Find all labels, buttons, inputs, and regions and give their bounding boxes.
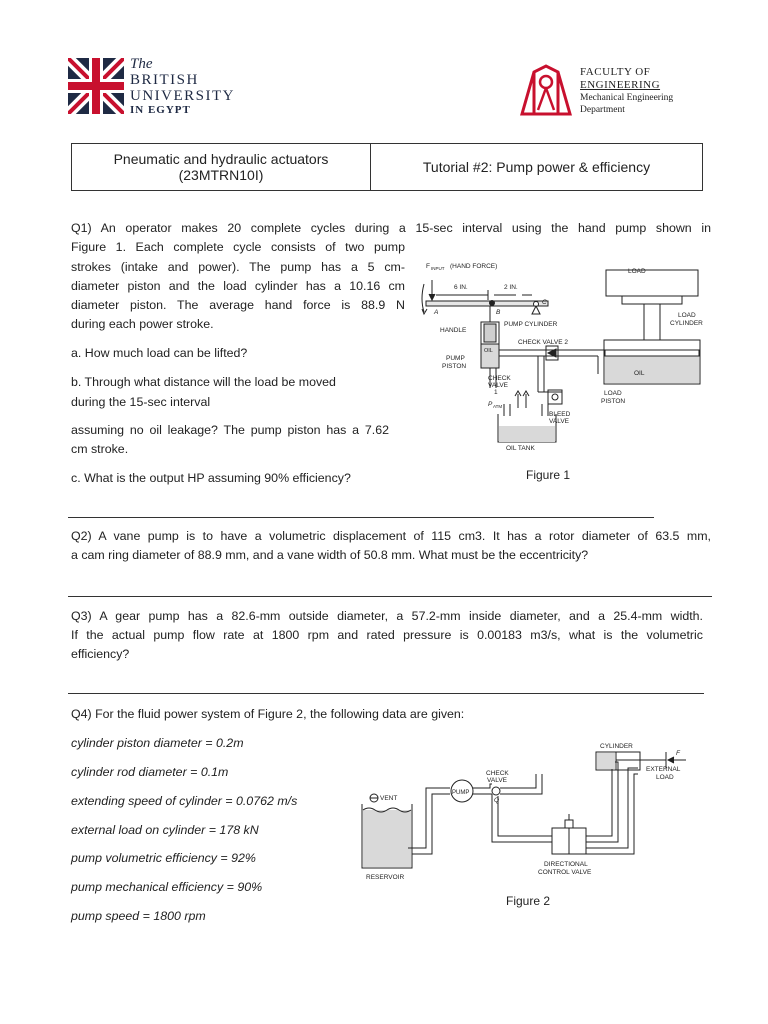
fig2-check: CHECK	[486, 770, 509, 777]
fig1-oil-tank: OIL TANK	[506, 445, 535, 452]
q2-line1: Q2) A vane pump is to have a volumetric displacement of 115 cm3. It has a rotor diameter of 63.5 mm,	[71, 529, 711, 543]
university-the: The	[130, 56, 153, 72]
course-cell	[72, 144, 371, 191]
fig2-q: Q	[494, 797, 500, 804]
fig2-f: F	[676, 750, 680, 757]
q4-item: pump volumetric efficiency = 92%	[71, 851, 256, 865]
fig1-2in: 2 IN.	[504, 284, 518, 291]
q1-line2: Figure 1. Each complete cycle consists of two pump	[71, 240, 405, 254]
faculty-line4: Department	[580, 105, 625, 115]
faculty-line2: ENGINEERING	[580, 79, 661, 91]
q4-item: extending speed of cylinder = 0.0762 m/s	[71, 794, 298, 808]
fig1-pump-cylinder: PUMP CYLINDER	[504, 321, 558, 328]
fig1-handle: HANDLE	[440, 327, 467, 334]
q1-part-b-line3: assuming no oil leakage? The pump piston has a 7.62	[71, 423, 389, 437]
q2-line2: a cam ring diameter of 88.9 mm, and a vane width of 50.8 mm. What must be the eccentricity?	[71, 548, 589, 562]
figure-1-caption: Figure 1	[526, 468, 571, 482]
q4-item: cylinder piston diameter = 0.2m	[71, 736, 244, 750]
fig1-valve: VALVE	[488, 382, 508, 389]
q1-line6: during each power stroke.	[71, 317, 214, 331]
q4-item: external load on cylinder = 178 kN	[71, 823, 259, 837]
fig1-6in: 6 IN.	[454, 284, 468, 291]
fig2-vent: VENT	[380, 795, 398, 802]
q1-part-b-line2: during the 15-sec interval	[71, 395, 211, 409]
title-table	[71, 143, 703, 191]
divider-1	[68, 517, 654, 518]
q4-item: pump mechanical efficiency = 90%	[71, 880, 263, 894]
faculty-name	[580, 66, 673, 116]
q1-line5: diameter piston. The average hand force is 88.9 N	[71, 298, 405, 312]
fig1-one: 1	[494, 389, 498, 396]
course-code: (23MTRN10I)	[178, 167, 264, 183]
fig1-finput: F	[426, 263, 430, 270]
fig1-hand-force: (HAND FORCE)	[450, 263, 498, 270]
tutorial-title: Tutorial #2: Pump power & efficiency	[371, 144, 703, 191]
check-valve	[492, 787, 500, 795]
fig1-bleed: BLEED	[549, 411, 571, 418]
university-logo	[68, 58, 124, 114]
q3-line3: efficiency?	[71, 647, 130, 661]
fig2-external: EXTERNAL	[646, 766, 681, 773]
fig1-label-a: A	[434, 309, 439, 316]
fig2-control-valve: CONTROL VALVE	[538, 869, 592, 876]
university-in-egypt: IN EGYPT	[130, 104, 191, 116]
fig2-cylinder: CYLINDER	[600, 743, 633, 750]
university-british: BRITISH	[130, 72, 199, 88]
q1-part-a: a. How much load can be lifted?	[71, 346, 248, 360]
fig1-finput-sub: INPUT	[431, 266, 445, 271]
q1-line4: diameter piston and the load cylinder has a 10.16 cm	[71, 279, 405, 293]
course-name: Pneumatic and hydraulic actuators	[113, 151, 329, 167]
fig1-patm-sub: ATM	[493, 404, 503, 409]
fig2-load: LOAD	[656, 774, 674, 781]
figure-2-fluid-power-system-diagram	[356, 738, 722, 886]
union-flag-icon	[68, 58, 124, 114]
fig1-check: CHECK	[488, 375, 511, 382]
fig1-check-valve-2: CHECK VALVE 2	[518, 339, 568, 346]
fig1-load-cyl2: CYLINDER	[670, 320, 703, 327]
q3-line1: Q3) A gear pump has a 82.6-mm outside diameter, a 57.2-mm inside diameter, and a 25.4-mm width.	[71, 609, 703, 623]
q1-part-b-line1: b. Through what distance will the load be moved	[71, 375, 336, 389]
fig1-pump: PUMP	[446, 355, 465, 362]
load-block	[606, 270, 698, 296]
fig1-load-piston2: PISTON	[601, 398, 626, 405]
fig1-label-c: C	[542, 299, 547, 306]
q4-item: cylinder rod diameter = 0.1m	[71, 765, 229, 779]
fig1-piston: PISTON	[442, 363, 467, 370]
q4-intro: Q4) For the fluid power system of Figure 2, the following data are given:	[71, 707, 465, 721]
fig1-oil: OIL	[484, 348, 493, 354]
fig1-oil2: OIL	[634, 370, 645, 377]
divider-2	[68, 596, 712, 597]
faculty-line3: Mechanical Engineering	[580, 93, 674, 103]
q1-part-c: c. What is the output HP assuming 90% efficiency?	[71, 471, 351, 485]
q1-line1: Q1) An operator makes 20 complete cycles during a 15-sec interval using the hand pump shown in	[71, 221, 711, 235]
fig2-directional: DIRECTIONAL	[544, 861, 588, 868]
q4-item: pump speed = 1800 rpm	[71, 909, 206, 923]
fig1-load-piston1: LOAD	[604, 390, 622, 397]
handle-bar	[426, 301, 548, 306]
divider-3	[68, 693, 704, 694]
fig1-label-b: B	[496, 309, 501, 316]
faculty-line1: FACULTY OF	[580, 66, 651, 78]
fig1-load: LOAD	[628, 268, 646, 275]
fig1-bleed-valve: VALVE	[549, 418, 569, 425]
fig2-reservoir: RESERVOIR	[366, 874, 405, 881]
figure-2-caption: Figure 2	[506, 894, 551, 908]
q1-line3: strokes (intake and power). The pump has a 5 cm-	[71, 260, 405, 274]
faculty-emblem-icon	[518, 64, 574, 116]
q3-line2: If the actual pump flow rate at 1800 rpm and rated pressure is 0.00183 m3/s, what is the volumetric	[71, 628, 703, 642]
fig1-load-cyl1: LOAD	[678, 312, 696, 319]
fig1-p: P	[488, 401, 493, 408]
fig2-pump: PUMP	[452, 790, 470, 796]
q1-part-b-line4: cm stroke.	[71, 442, 129, 456]
figure-1-hand-pump-diagram	[418, 254, 718, 454]
university-name	[130, 57, 235, 117]
fig2-valve: VALVE	[487, 777, 507, 784]
faculty-logo	[518, 64, 574, 116]
university-university: UNIVERSITY	[130, 88, 235, 104]
